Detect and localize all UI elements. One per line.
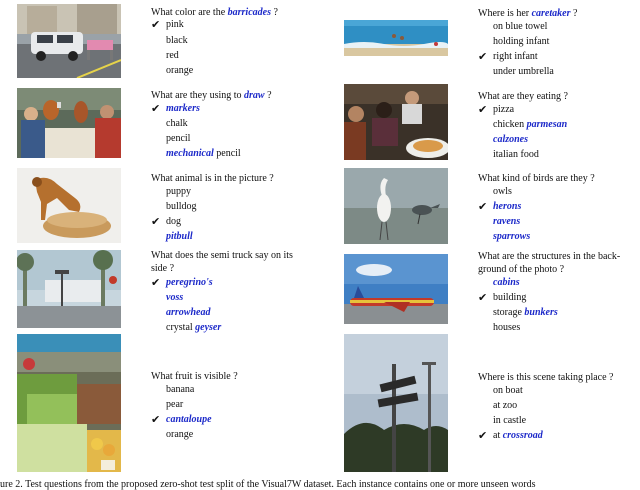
check-icon: ✔ [151,215,161,228]
photo-dog-bowl [17,168,121,243]
answer-option: peregrino's [166,277,213,288]
figure-caption: ure 2. Test questions from the proposed zero-shot test split of the Visual7W dataset. Each instance contains one or more unseen words [0,479,536,490]
answer-option: holding infant [493,36,550,47]
photo-artists-painting [17,88,121,158]
answer-option: orange [166,429,194,440]
unseen-word: draw [244,90,265,101]
check-icon: ✔ [151,276,161,289]
photo-beach [344,20,448,56]
answer-option: arrowhead [166,307,211,318]
question-text: Where is her [478,8,532,19]
answer-option: sparrows [493,231,531,242]
answer-option: orange [166,65,194,76]
answer-option: pink [166,19,184,30]
answer-option: houses [493,322,521,333]
photo-fruit-market [17,334,121,472]
answer-option: owls [493,186,512,197]
check-icon: ✔ [151,413,161,426]
answer-option: in castle [493,415,527,426]
question-text: What are they eating ? [478,91,568,102]
answer-option: mechanical pencil [166,148,241,159]
answer-option: calzones [493,134,528,145]
answer-option: crystal geyser [166,322,222,333]
answer-option: banana [166,384,195,395]
answer-option: bulldog [166,201,197,212]
answer-option: under umbrella [493,66,554,77]
answer-option: on blue towel [493,21,548,32]
answer-option: dog [166,216,181,227]
question-text: What kind of birds are they ? [478,173,595,184]
question-text: ? [264,90,272,101]
answer-option: markers [166,103,200,114]
answer-option: voss [166,292,184,303]
question [478,250,638,276]
answer-option: at crossroad [493,430,543,441]
question [151,370,238,383]
answer-option: pear [166,399,184,410]
question-text: Where is this scene taking place ? [478,372,614,383]
question-text: What color are the [151,7,228,18]
check-icon: ✔ [478,291,488,304]
check-icon: ✔ [151,102,161,115]
question-text: What fruit is visible ? [151,371,238,382]
question-text: What animal is in the picture ? [151,173,274,184]
question-text: What are they using to [151,90,245,101]
question-text: ? [570,8,578,19]
photo-herons [344,168,448,244]
unseen-word: barricades [227,7,271,18]
check-icon: ✔ [151,18,161,31]
answer-option: black [166,35,188,46]
answer-option: herons [493,201,522,212]
check-icon: ✔ [478,50,488,63]
answer-option: on boat [493,385,523,396]
question-text: What does the semi truck say on its [151,250,293,261]
answer-option: pitbull [166,231,193,242]
question-text: side ? [151,263,175,274]
photo-airplane [344,254,448,324]
photo-street-suv [17,4,121,78]
answer-option: right infant [493,51,538,62]
question-text: ? [270,7,278,18]
answer-option: puppy [166,186,191,197]
answer-option: building [493,292,527,303]
question [478,90,568,103]
photo-semi-truck [17,250,121,328]
answer-option: storage bunkers [493,307,558,318]
check-icon: ✔ [478,429,488,442]
photo-street-signs [344,334,448,472]
check-icon: ✔ [478,103,488,116]
answer-option: cantaloupe [166,414,212,425]
answer-option: chalk [166,118,188,129]
answer-option: red [166,50,179,61]
photo-people-eating [344,84,448,160]
answer-option: pencil [166,133,191,144]
question-text: What are the structures in the back- [478,251,621,262]
answer-option: cabins [493,277,520,288]
answer-option: at zoo [493,400,518,411]
answer-option: chicken parmesan [493,119,568,130]
answer-option: ravens [493,216,521,227]
check-icon: ✔ [478,200,488,213]
answer-option: pizza [493,104,515,115]
answer-option: italian food [493,149,539,160]
question [151,249,331,275]
unseen-word: caretaker [531,8,571,19]
question-text: ground of the photo ? [478,264,565,275]
